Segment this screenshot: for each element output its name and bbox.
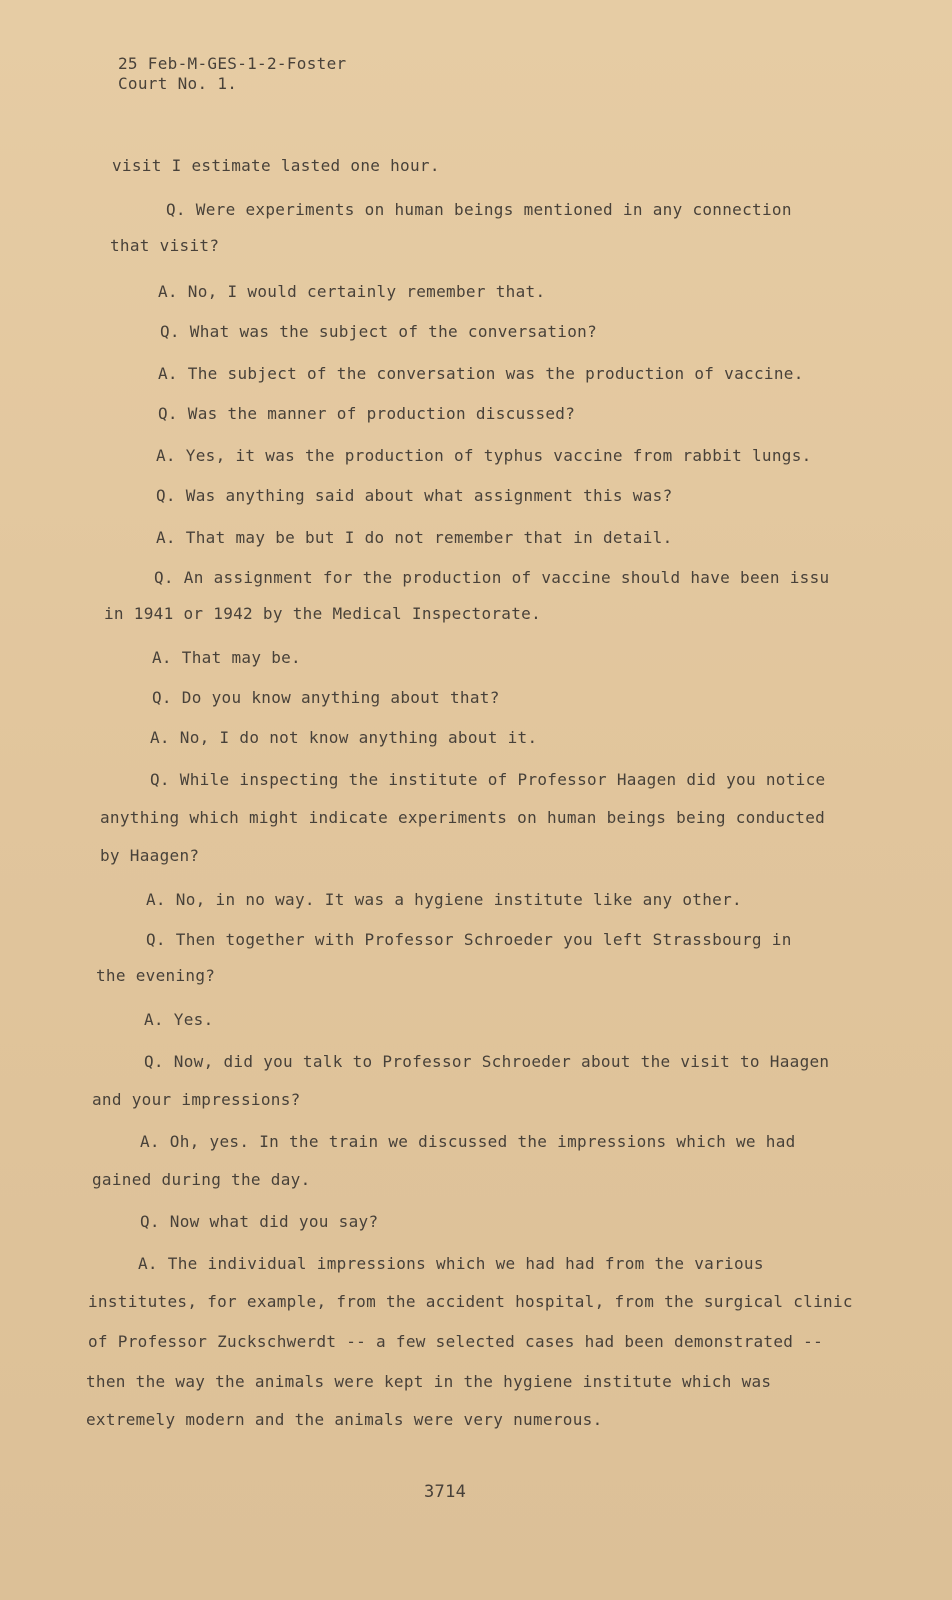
body-line: then the way the animals were kept in the hygiene institute which was: [86, 1372, 772, 1391]
body-line: institutes, for example, from the accident hospital, from the surgical clinic: [88, 1292, 853, 1311]
body-line: and your impressions?: [92, 1090, 301, 1109]
body-line: of Professor Zuckschwerdt -- a few selected cases had been demonstrated --: [88, 1332, 824, 1351]
body-line: Q. Were experiments on human beings mentioned in any connection: [166, 200, 792, 219]
body-line: by Haagen?: [100, 846, 200, 865]
body-line: A. That may be.: [152, 648, 301, 667]
body-line: that visit?: [110, 236, 220, 255]
body-line: anything which might indicate experiments on human beings being conducted: [100, 808, 826, 827]
body-line: Q. Was the manner of production discussed?: [158, 404, 576, 423]
body-line: A. The individual impressions which we had had from the various: [138, 1254, 764, 1273]
body-line: Q. While inspecting the institute of Professor Haagen did you notice: [150, 770, 826, 789]
body-line: Q. Do you know anything about that?: [152, 688, 500, 707]
body-line: Q. An assignment for the production of vaccine should have been issu: [154, 568, 830, 587]
body-line: the evening?: [96, 966, 216, 985]
body-line: A. Yes, it was the production of typhus vaccine from rabbit lungs.: [156, 446, 812, 465]
body-line: Q. Was anything said about what assignment this was?: [156, 486, 673, 505]
header-line-2: Court No. 1.: [118, 74, 238, 93]
page-number: 3714: [424, 1482, 467, 1502]
body-line: A. No, I would certainly remember that.: [158, 282, 546, 301]
body-line: Q. What was the subject of the conversation?: [160, 322, 598, 341]
body-line: Q. Now what did you say?: [140, 1212, 379, 1231]
body-line: extremely modern and the animals were very numerous.: [86, 1410, 603, 1429]
body-line: Q. Now, did you talk to Professor Schroeder about the visit to Haagen: [144, 1052, 830, 1071]
header-line-1: 25 Feb-M-GES-1-2-Foster: [118, 54, 347, 73]
body-line: A. No, I do not know anything about it.: [150, 728, 538, 747]
body-line: visit I estimate lasted one hour.: [112, 156, 440, 175]
body-line: A. The subject of the conversation was the production of vaccine.: [158, 364, 804, 383]
body-line: A. Yes.: [144, 1010, 214, 1029]
body-line: Q. Then together with Professor Schroeder you left Strassbourg in: [146, 930, 792, 949]
body-line: gained during the day.: [92, 1170, 311, 1189]
body-line: A. That may be but I do not remember that in detail.: [156, 528, 673, 547]
body-line: A. Oh, yes. In the train we discussed the impressions which we had: [140, 1132, 796, 1151]
body-line: in 1941 or 1942 by the Medical Inspectorate.: [104, 604, 542, 623]
body-line: A. No, in no way. It was a hygiene institute like any other.: [146, 890, 742, 909]
